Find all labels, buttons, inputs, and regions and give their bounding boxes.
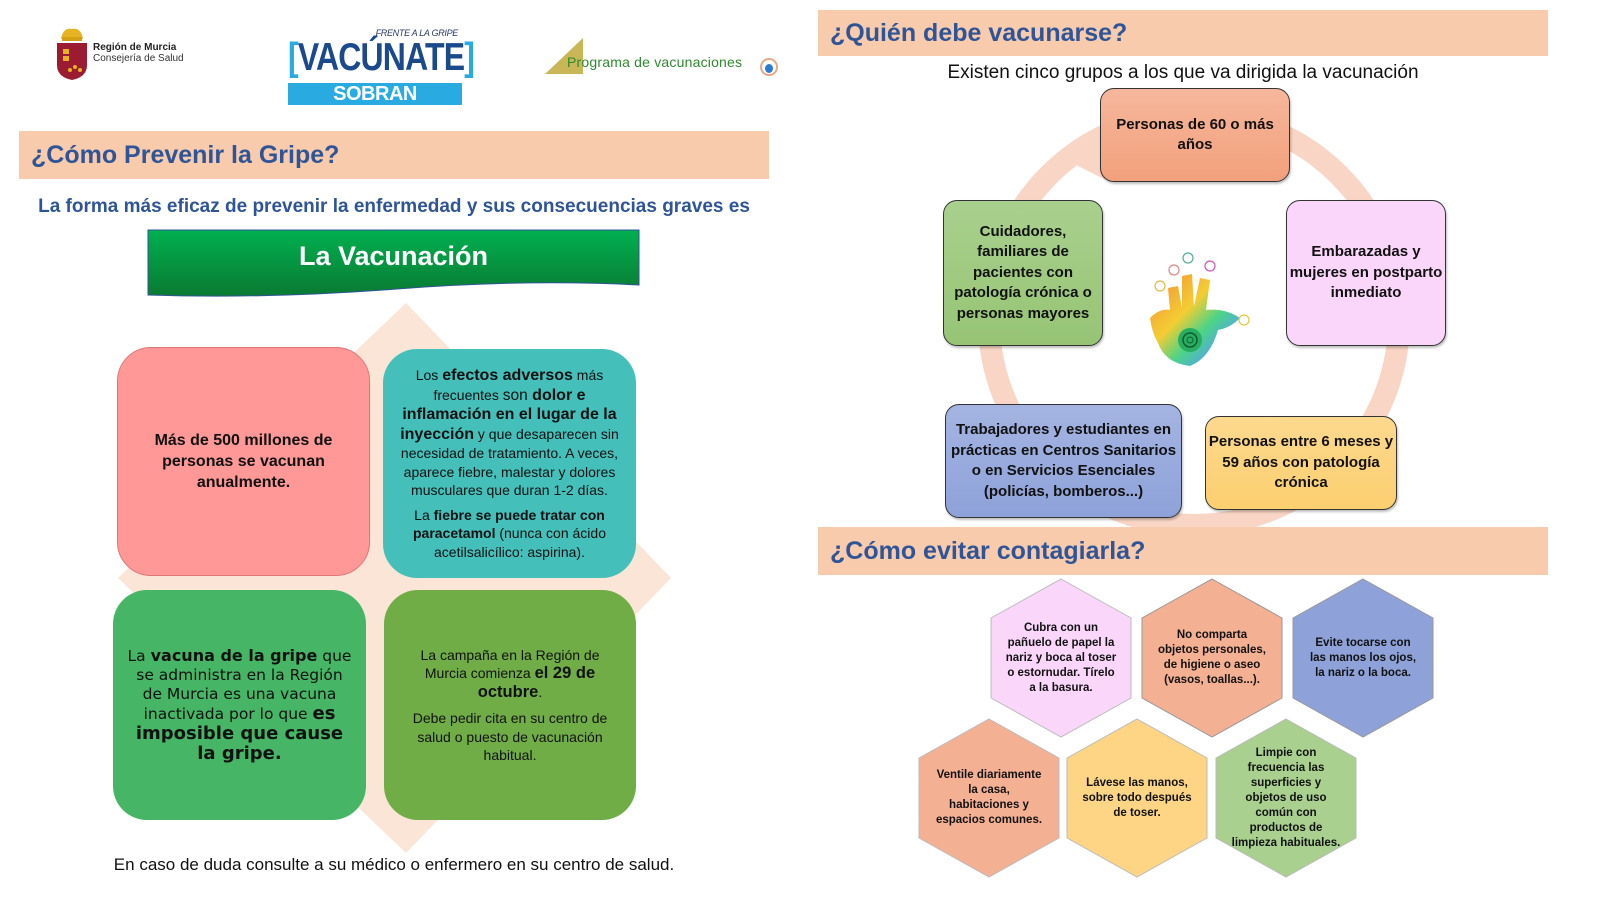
group-chronic: Personas entre 6 meses y 59 años con patología crónica	[1205, 416, 1397, 510]
info-box-adverse-effects: Los efectos adversos más frecuentes son dolor e inflamación en el lugar de la inyección y que desaparecen sin necesidad de tratamiento. A veces, aparece fiebre, malestar y dolores musculares que duran 1-2 días. La fiebre se puede tratar con paracetamol (nunca con ácido acetilsalicílico: aspirina).	[383, 349, 636, 578]
group-workers: Trabajadores y estudiantes en prácticas en Centros Sanitarios o en Servicios Esenciales (policías, bomberos...)	[945, 404, 1182, 518]
group-seniors: Personas de 60 o más años	[1100, 88, 1290, 182]
tip-clean-surfaces-text: Limpie con frecuencia las superficies y objetos de uso común con productos de limpieza habituales.	[1231, 746, 1341, 849]
info-box-inactivated-vaccine: La vacuna de la gripe que se administra en la Región de Murcia es una vacuna inactivada por lo que es imposible que cause la gripe.	[113, 590, 366, 820]
info-box-vaccinated-people	[117, 347, 370, 576]
tip-clean-surfaces	[1215, 718, 1357, 878]
footer-note: En caso de duda consulte a su médico o enfermero en su centro de salud.	[113, 855, 675, 874]
tip-wash-hands-text: Lávese las manos, sobre todo después de toser.	[1082, 776, 1192, 819]
vacunate-tagline: FRENTE A LA GRIPE	[375, 28, 458, 38]
prevent-intro: La forma más eficaz de prevenir la enfermedad y sus consecuencias graves es	[38, 196, 750, 217]
tip-no-share-text: No comparta objetos personales, de higiene o aseo (vasos, toallas...).	[1157, 629, 1266, 686]
tip-no-share	[1141, 578, 1283, 738]
hand-drawing-icon	[1130, 248, 1258, 370]
tip-wash-hands	[1066, 718, 1208, 878]
drop-icon	[760, 58, 778, 76]
group-caregivers: Cuidadores, familiares de pacientes con patología crónica o personas mayores	[943, 200, 1103, 346]
region-murcia-logo	[55, 25, 195, 85]
info-box-vaccinated-text: Más de 500 millones de personas se vacunan anualmente.	[154, 432, 333, 491]
programa-logo-text: Programa de vacunaciones	[567, 54, 743, 70]
tip-tissue	[990, 578, 1132, 738]
section-title-avoid: ¿Cómo evitar contagiarla?	[818, 527, 1548, 575]
tip-ventilate-text: Ventile diariamente la casa, habitaciones y espacios comunes.	[935, 769, 1043, 826]
programa-vacunaciones-logo	[545, 38, 785, 88]
tip-ventilate	[918, 718, 1060, 878]
tip-no-touch	[1292, 578, 1434, 738]
tip-tissue-text: Cubra con un pañuelo de papel la nariz y boca al toser o estornudar. Tírelo a la basura.	[1005, 621, 1117, 694]
coat-of-arms-icon	[55, 25, 89, 81]
vacunate-wordmark: [VACÚNATE]	[288, 36, 475, 79]
murcia-logo-line2: Consejería de Salud	[93, 53, 184, 64]
vaccination-banner	[147, 229, 640, 289]
tip-no-touch-text: Evite tocarse con las manos los ojos, la nariz o la boca.	[1309, 636, 1417, 679]
vacunate-subtitle: SOBRAN MOTIVOS	[288, 83, 462, 105]
info-box-campaign-date: La campaña en la Región de Murcia comienza el 29 de octubre. Debe pedir cita en su centro de salud o puesto de vacunación habitual.	[384, 590, 636, 820]
banner-text: La Vacunación	[298, 241, 489, 271]
section-title-prevent: ¿Cómo Prevenir la Gripe?	[19, 131, 769, 179]
group-pregnant: Embarazadas y mujeres en postparto inmediato	[1286, 200, 1446, 346]
who-intro: Existen cinco grupos a los que va dirigida la vacunación	[947, 62, 1419, 83]
section-title-who: ¿Quién debe vacunarse?	[818, 10, 1548, 56]
vacunate-logo	[288, 28, 475, 127]
murcia-logo-line1: Región de Murcia	[93, 42, 177, 53]
